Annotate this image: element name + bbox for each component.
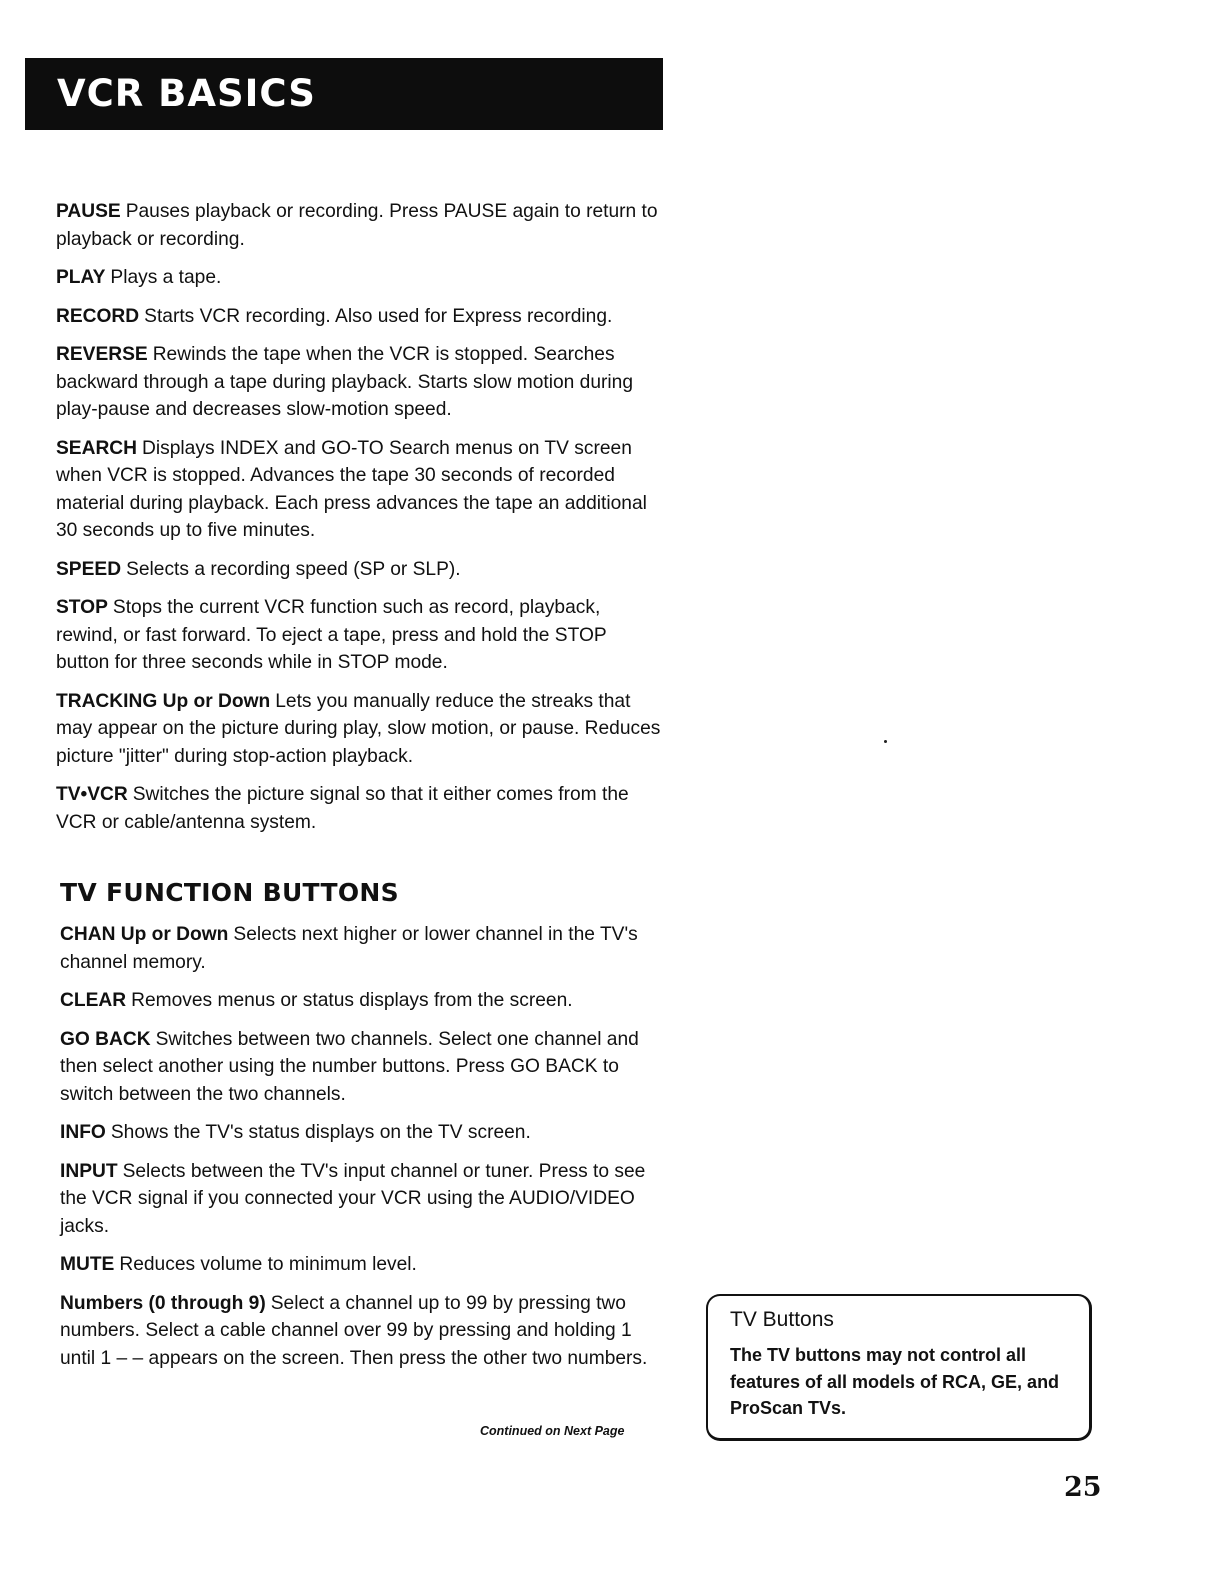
entry-description: Shows the TV's status displays on the TV screen. — [110, 1122, 531, 1143]
entry-description: Lets you manually reduce the streaks that may appear on the picture during play, slow motion, or pause. Reduces picture "jitter" during stop-action playback. — [56, 690, 661, 767]
entry-term: TV•VCR — [56, 784, 128, 805]
entry-description: Displays INDEX and GO-TO Search menus on TV screen when VCR is stopped. Advances the tape 30 seconds of recorded material during playback. Each press advances the tape an additional 30 seconds up to five minutes. — [56, 437, 647, 541]
entry-term: STOP — [56, 597, 108, 618]
entry-description: Pauses playback or recording. Press PAUSE again to return to playback or recording. — [56, 201, 658, 250]
entry-input — [60, 1158, 665, 1241]
entry-description: Stops the current VCR function such as record, playback, rewind, or fast forward. To eject a tape, press and hold the STOP button for three seconds while in STOP mode. — [56, 597, 607, 673]
entry-term: INFO — [60, 1122, 106, 1143]
header-bar — [25, 58, 663, 130]
tv-buttons-note-box — [706, 1294, 1092, 1441]
entry-description: Select a channel up to 99 by pressing two numbers. Select a cable channel over 99 by pressing and holding 1 until 1 – – appears on the screen. Then press the other two numbers. — [60, 1292, 648, 1369]
entry-term: TRACKING Up or Down — [56, 690, 271, 712]
entry-term: SEARCH — [56, 437, 138, 459]
entry-stop — [56, 594, 661, 677]
entry-tv-vcr — [56, 781, 661, 836]
entry-description: Switches the picture signal so that it either comes from the VCR or cable/antenna system. — [56, 784, 629, 833]
entry-term: RECORD — [56, 305, 140, 327]
entry-info — [60, 1119, 665, 1147]
entry-description: Removes menus or status displays from the screen. — [131, 990, 573, 1011]
entry-term: INPUT — [60, 1160, 118, 1182]
entry-term: Numbers (0 through 9) — [60, 1292, 266, 1314]
entry-chan — [60, 921, 665, 976]
entry-term: PLAY — [56, 267, 106, 288]
entry-numbers — [60, 1290, 665, 1373]
entry-speed — [56, 556, 661, 584]
scan-speck — [884, 740, 887, 743]
entry-record — [56, 303, 661, 331]
continued-note: Continued on Next Page — [480, 1424, 625, 1438]
entry-clear — [60, 987, 665, 1015]
entry-term: MUTE — [60, 1254, 115, 1275]
entry-description: Rewinds the tape when the VCR is stopped. Searches backward through a tape during playback. Starts slow motion during play-pause and decreases slow-motion speed. — [56, 344, 634, 420]
entry-description: Starts VCR recording. Also used for Express recording. — [144, 305, 613, 327]
note-text: The TV buttons may not control all features of all models of RCA, GE, and ProScan TVs. — [730, 1345, 1060, 1418]
section-title-tv-function-buttons: TV FUNCTION BUTTONS — [60, 878, 399, 907]
vcr-button-list — [56, 198, 661, 847]
entry-description: Plays a tape. — [110, 267, 222, 288]
entry-pause — [56, 198, 661, 253]
note-title: TV Buttons — [730, 1308, 834, 1331]
entry-term: CHAN Up or Down — [60, 924, 229, 945]
entry-reverse — [56, 341, 661, 424]
entry-mute — [60, 1251, 665, 1279]
entry-description: Selects between the TV's input channel or tuner. Press to see the VCR signal if you connected your VCR using the AUDIO/VIDEO jacks. — [60, 1160, 646, 1237]
entry-term: REVERSE — [56, 344, 148, 365]
page-number: 25 — [1064, 1472, 1102, 1503]
entry-description: Reduces volume to minimum level. — [119, 1254, 417, 1275]
entry-term: SPEED — [56, 558, 122, 580]
entry-go-back — [60, 1026, 665, 1109]
entry-description: Selects a recording speed (SP or SLP). — [126, 558, 461, 580]
entry-description: Selects next higher or lower channel in the TV's channel memory. — [60, 924, 638, 973]
entry-term: GO BACK — [60, 1028, 151, 1050]
entry-term: CLEAR — [60, 990, 127, 1011]
entry-description: Switches between two channels. Select one channel and then select another using the number buttons. Press GO BACK to switch between the two channels. — [60, 1028, 639, 1105]
entry-search — [56, 435, 661, 545]
page-title: VCR BASICS — [57, 72, 316, 115]
entry-term: PAUSE — [56, 201, 121, 222]
entry-play — [56, 264, 661, 292]
tv-button-list — [60, 921, 665, 1383]
entry-tracking — [56, 688, 661, 771]
